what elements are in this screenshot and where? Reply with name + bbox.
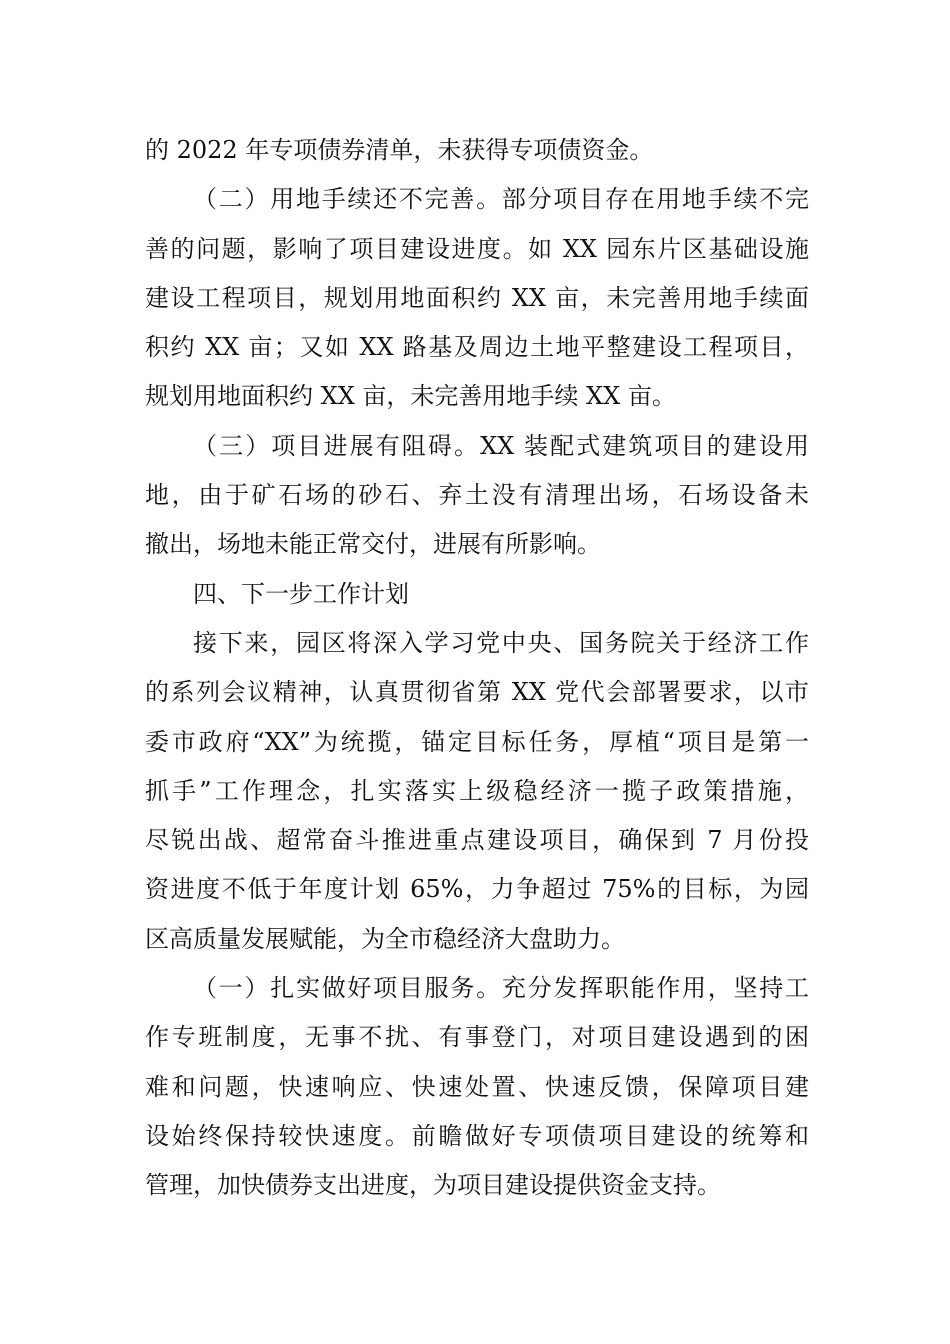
text-line: 建设工程项目，规划用地面积约 XX 亩，未完善用地手续面 <box>145 283 809 312</box>
text-line: 积约 XX 亩；又如 XX 路基及周边土地平整建设工程项目， <box>145 333 809 362</box>
text-line: 抓手”工作理念，扎实落实上级稳经济一揽子政策措施， <box>145 776 809 805</box>
paragraph-heading-project-service: （一）扎实做好项目服务。充分发挥职能作用，坚持工 <box>193 974 809 1003</box>
text-line: 资进度不低于年度计划 65%，力争超过 75%的目标，为园 <box>145 875 809 904</box>
text-line: 设始终保持较快速度。前瞻做好专项债项目建设的统筹和 <box>145 1121 809 1150</box>
text-line: 的 2022 年专项债券清单，未获得专项债资金。 <box>145 136 654 164</box>
text-line: 的系列会议精神，认真贯彻省第 XX 党代会部署要求，以市 <box>145 678 809 707</box>
text-line: 作专班制度，无事不扰、有事登门，对项目建设遇到的困 <box>145 1023 809 1052</box>
text-line: 委市政府“XX”为统揽，锚定目标任务，厚植“项目是第一 <box>145 727 809 756</box>
paragraph-heading-project-obstacles: （三）项目进展有阻碍。XX 装配式建筑项目的建设用 <box>193 431 809 460</box>
text-line: 地，由于矿石场的砂石、弃土没有清理出场，石场设备未 <box>145 481 809 510</box>
document-body <box>145 126 809 1211</box>
text-line: 区高质量发展赋能，为全市稳经济大盘助力。 <box>145 924 625 953</box>
text-line: 撤出，场地未能正常交付，进展有所影响。 <box>145 530 601 559</box>
text-line: 规划用地面积约 XX 亩，未完善用地手续 XX 亩。 <box>145 382 676 411</box>
text-line: 管理，加快债券支出进度，为项目建设提供资金支持。 <box>145 1171 721 1200</box>
section-heading-next-steps: 四、下一步工作计划 <box>193 579 409 608</box>
paragraph-heading-land-procedures: （二）用地手续还不完善。部分项目存在用地手续不完 <box>193 185 809 214</box>
text-line: 尽锐出战、超常奋斗推进重点建设项目，确保到 7 月份投 <box>145 826 809 855</box>
text-line: 难和问题，快速响应、快速处置、快速反馈，保障项目建 <box>145 1072 809 1101</box>
paragraph-start: 接下来，园区将深入学习党中央、国务院关于经济工作 <box>193 628 809 657</box>
text-line: 善的问题，影响了项目建设进度。如 XX 园东片区基础设施 <box>145 234 809 263</box>
